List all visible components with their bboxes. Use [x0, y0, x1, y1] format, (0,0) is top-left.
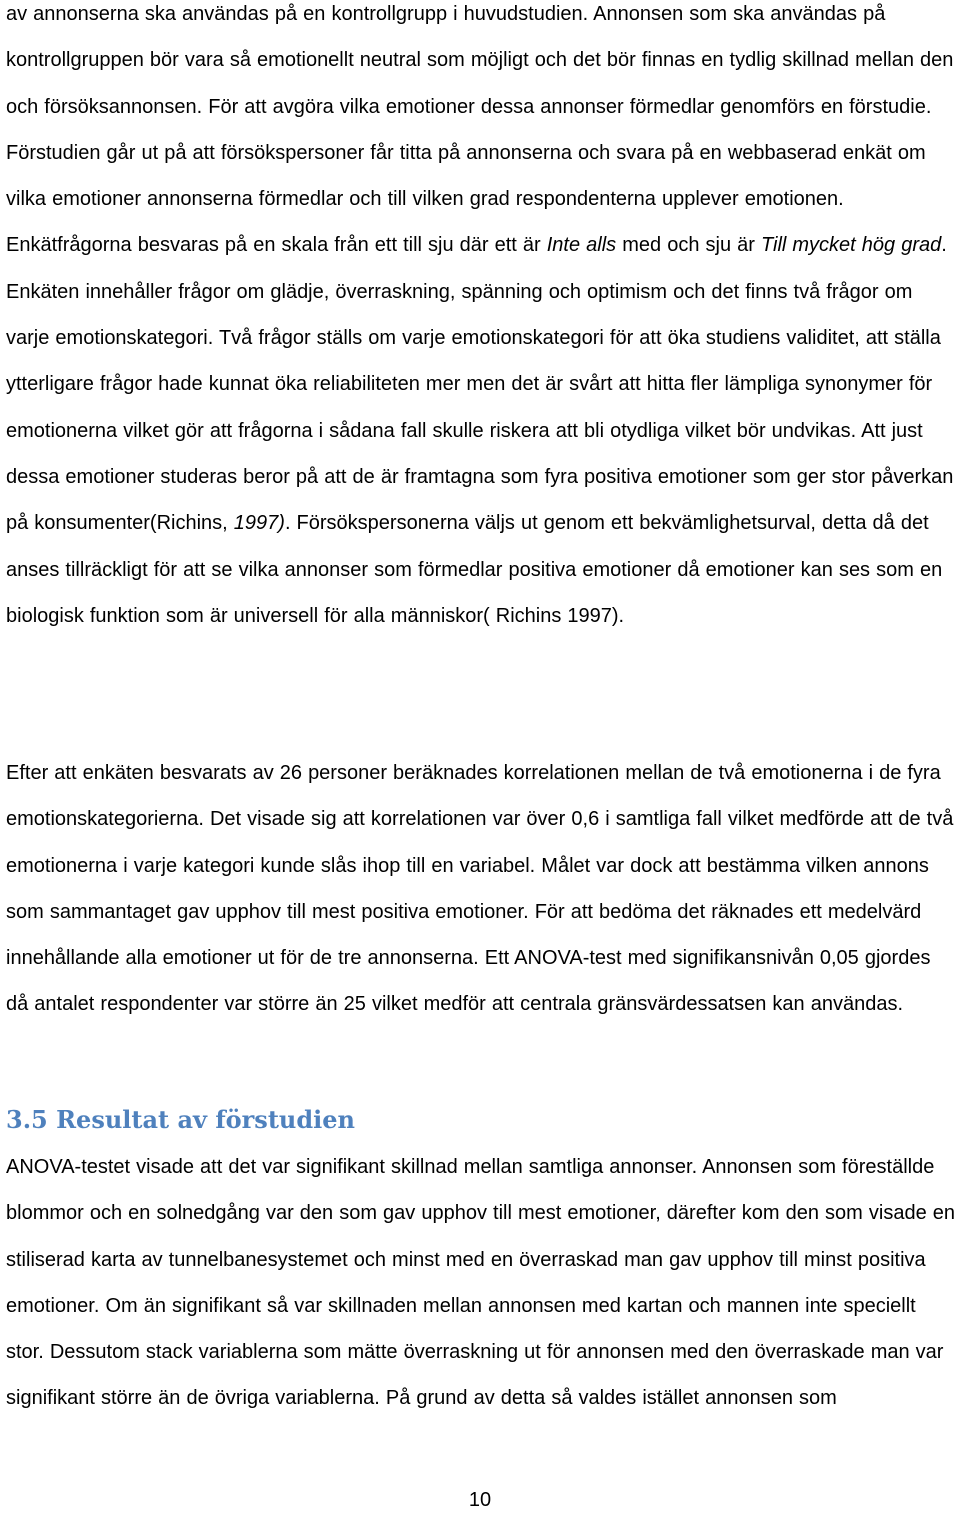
body-paragraph-1 [6, 0, 958, 639]
page-number: 10 [468, 1489, 492, 1511]
section-heading: 3.5 Resultat av förstudien [6, 1105, 355, 1134]
paragraph-1-italic-citation-year: 1997) [233, 512, 285, 535]
paragraph-1-text-d: . Försökspersonerna väljs ut genom ett bekvämlighetsurval, detta då det anses tillräckligt för att se vilka annonser som förmedlar positiva emotioner då emotioner kan ses som en biologisk funktion som är universell för alla människor( Richins 1997). [6, 512, 943, 627]
paragraph-1-text-b: med och sju är [616, 234, 761, 257]
body-paragraph-2: Efter att enkäten besvarats av 26 personer beräknades korrelationen mellan de två emotionerna i de fyra emotionskategorierna. Det visade sig att korrelationen var över 0,6 i samtliga fall vilket medförde att de två emotionerna i varje kategori kunde slås ihop till en variabel. Målet var dock att bestämma vilken annons som sammantaget gav upphov till mest positiva emotioner. För att bedöma det räknades ett medelvärd innehållande alla emotioner ut för de tre annonserna. Ett ANOVA-test med signifikansnivån 0,05 gjordes då antalet respondenter var större än 25 vilket medför att centrala gränsvärdessatsen kan användas. [6, 762, 954, 1016]
paragraph-1-italic-scale-low: Inte alls [546, 234, 617, 257]
paragraph-1-italic-scale-high: Till mycket hög grad [760, 234, 942, 257]
body-paragraph-3: ANOVA-testet visade att det var signifikant skillnad mellan samtliga annonser. Annonsen som föreställde blommor och en solnedgång var den som gav upphov till mest emotioner, därefter kom den som visade en stiliserad karta av tunnelbanesystemet och minst med en överraskad man gav upphov till minst positiva emotioner. Om än signifikant så var skillnaden mellan annonsen med kartan och mannen inte speciellt stor. Dessutom stack variablerna som mätte överraskning ut för annonsen med den överraskade man var signifikant större än de övriga variablerna. På grund av detta så valdes istället annonsen som [6, 1156, 956, 1410]
paragraph-1-text-a: av annonserna ska användas på en kontrollgrupp i huvudstudien. Annonsen som ska användas på kontrollgruppen bör vara så emotionellt neutral som möjligt och det bör finnas en tydlig skillnad mellan den och försöksannonsen. För att avgöra vilka emotioner dessa annonser förmedlar genomförs en förstudie. Förstudien går ut på att försökspersoner får titta på annonserna och svara på en webbaserad enkät om vilka emotioner annonserna förmedlar och till vilken grad respondenterna upplever emotionen. Enkätfrågorna besvaras på en skala från ett till sju där ett är [6, 3, 954, 257]
paragraph-1-text-c: . Enkäten innehåller frågor om glädje, överraskning, spänning och optimism och det finns två frågor om varje emotionskategori. Två frågor ställs om varje emotionskategori för att öka studiens validitet, att ställa ytterligare frågor hade kunnat öka reliabiliteten mer men det är svårt att hitta fler lämpliga synonymer för emotionerna vilket gör att frågorna i sådana fall skulle riskera att bli otydliga vilket bör undvikas. Att just dessa emotioner studeras beror på att de är framtagna som fyra positiva emotioner som ger stor påverkan på konsumenter(Richins, [6, 234, 954, 535]
